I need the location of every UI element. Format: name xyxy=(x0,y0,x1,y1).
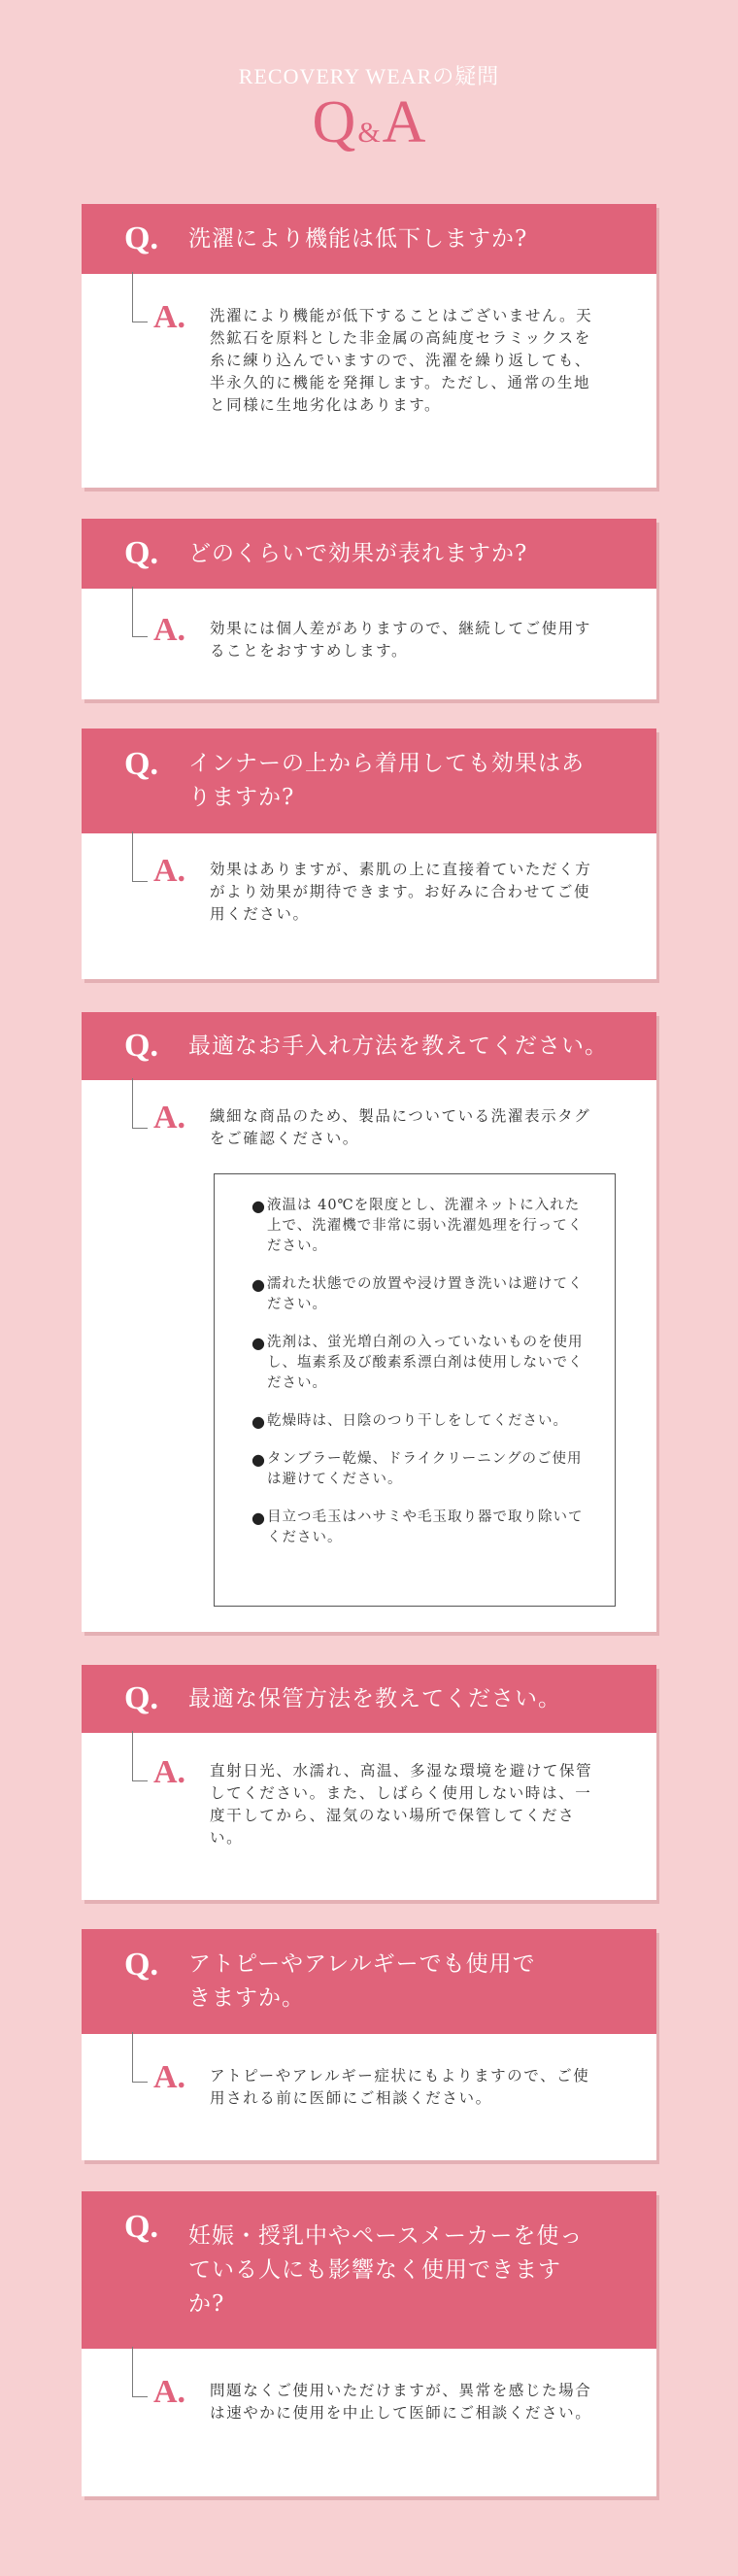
question-text: 最適な保管方法を教えてください。 xyxy=(188,1685,561,1712)
question-bar xyxy=(82,1012,656,1080)
question-mark: Q. xyxy=(124,1028,158,1064)
title-q: Q xyxy=(312,89,356,155)
answer-mark: A. xyxy=(153,612,186,648)
faq-card xyxy=(82,519,656,699)
faq-card xyxy=(82,729,656,979)
answer-text: 効果には個人差がありますので、継続してご使用することをおすすめします。 xyxy=(210,620,591,660)
answer-text: アトピーやアレルギー症状にもよりますので、ご使用される前に医師にご相談ください。 xyxy=(210,2067,590,2107)
title-a: A xyxy=(382,89,426,155)
answer-text: 直射日光、水濡れ、高温、多湿な環境を避けて保管してください。また、しばらく使用しない時は、一度干してから、湿気のない場所で保管してください。 xyxy=(210,1762,593,1847)
faq-card xyxy=(82,1929,656,2160)
answer-body xyxy=(82,589,656,662)
bullet-icon: ● xyxy=(252,1412,266,1431)
answer-connector xyxy=(132,2347,148,2397)
care-tip: ● 液温は 40℃を限度とし、洗濯ネットに入れた上で、洗濯機で非常に弱い洗濯処理を行ってください。 xyxy=(252,1196,615,1257)
question-text: インナーの上から着用しても効果はありますか? xyxy=(188,751,585,810)
question-mark: Q. xyxy=(124,2209,158,2245)
question-bar xyxy=(82,519,656,589)
answer-body xyxy=(82,2349,656,2424)
page-subtitle: RECOVERY WEARの疑問 xyxy=(238,64,500,88)
care-tip: ● 濡れた状態での放置や浸け置き洗いは避けてください。 xyxy=(252,1274,615,1315)
answer-mark: A. xyxy=(153,2059,186,2095)
care-tip: ● 洗剤は、蛍光増白剤の入っていないものを使用し、塩素系及び酸素系漂白剤は使用しないでください。 xyxy=(252,1333,615,1394)
answer-connector xyxy=(132,831,148,882)
question-bar xyxy=(82,2191,656,2349)
question-bar xyxy=(82,204,656,274)
care-tips-box xyxy=(214,1173,616,1607)
title-amp: & xyxy=(357,117,381,149)
faq-card xyxy=(82,1665,656,1900)
answer-text: 効果はありますが、素肌の上に直接着ていただく方がより効果が期待できます。お好みに合わせてご使用ください。 xyxy=(210,861,592,923)
answer-connector xyxy=(132,1078,148,1129)
answer-text: 繊細な商品のため、製品についている洗濯表示タグをご確認ください。 xyxy=(210,1107,591,1147)
answer-text: 洗濯により機能が低下することはございません。天然鉱石を原料とした非金属の高純度セラミックスを糸に練り込んでいますので、洗濯を繰り返しても、半永久的に機能を発揮します。ただし、通常の生地と同様に生地劣化はあります。 xyxy=(210,307,593,414)
answer-mark: A. xyxy=(153,853,186,889)
question-text: アトピーやアレルギーでも使用できますか。 xyxy=(188,1951,536,2011)
answer-body xyxy=(82,833,656,926)
bullet-icon: ● xyxy=(252,1450,266,1469)
bullet-icon: ● xyxy=(252,1334,266,1352)
answer-mark: A. xyxy=(153,2374,186,2410)
question-text: どのくらいで効果が表れますか? xyxy=(188,540,528,566)
faq-card xyxy=(82,2191,656,2496)
question-text: 最適なお手入れ方法を教えてください。 xyxy=(188,1033,608,1059)
question-bar xyxy=(82,1929,656,2034)
question-text: 妊娠・授乳中やペースメーカーを使っている人にも影響なく使用できますか? xyxy=(188,2222,584,2317)
page-title xyxy=(0,89,738,155)
answer-body xyxy=(82,2034,656,2110)
faq-card xyxy=(82,204,656,488)
question-mark: Q. xyxy=(124,535,158,571)
answer-connector xyxy=(132,2032,148,2083)
question-mark: Q. xyxy=(124,746,158,782)
answer-mark: A. xyxy=(153,299,186,335)
question-bar xyxy=(82,1665,656,1733)
answer-mark: A. xyxy=(153,1100,186,1135)
care-tip: ● 目立つ毛玉はハサミや毛玉取り器で取り除いてください。 xyxy=(252,1508,615,1548)
bullet-icon: ● xyxy=(252,1275,266,1294)
question-bar xyxy=(82,729,656,833)
question-mark: Q. xyxy=(124,1947,158,1983)
answer-body xyxy=(82,274,656,417)
answer-mark: A. xyxy=(153,1754,186,1790)
answer-body xyxy=(82,1080,656,1150)
bullet-icon: ● xyxy=(252,1197,266,1215)
question-text: 洗濯により機能は低下しますか? xyxy=(188,225,528,252)
care-tip: ● 乾燥時は、日陰のつり干しをしてください。 xyxy=(252,1412,568,1431)
bullet-icon: ● xyxy=(252,1508,266,1527)
answer-connector xyxy=(132,1731,148,1781)
answer-connector xyxy=(132,587,148,637)
care-tip: ● タンブラー乾燥、ドライクリーニングのご使用は避けてください。 xyxy=(252,1449,615,1490)
question-mark: Q. xyxy=(124,220,158,256)
answer-connector xyxy=(132,272,148,322)
answer-text: 問題なくご使用いただけますが、異常を感じた場合は速やかに使用を中止して医師にご相談ください。 xyxy=(210,2382,592,2422)
answer-body xyxy=(82,1733,656,1849)
page-header xyxy=(0,0,738,202)
faq-card xyxy=(82,1012,656,1632)
question-mark: Q. xyxy=(124,1680,158,1716)
